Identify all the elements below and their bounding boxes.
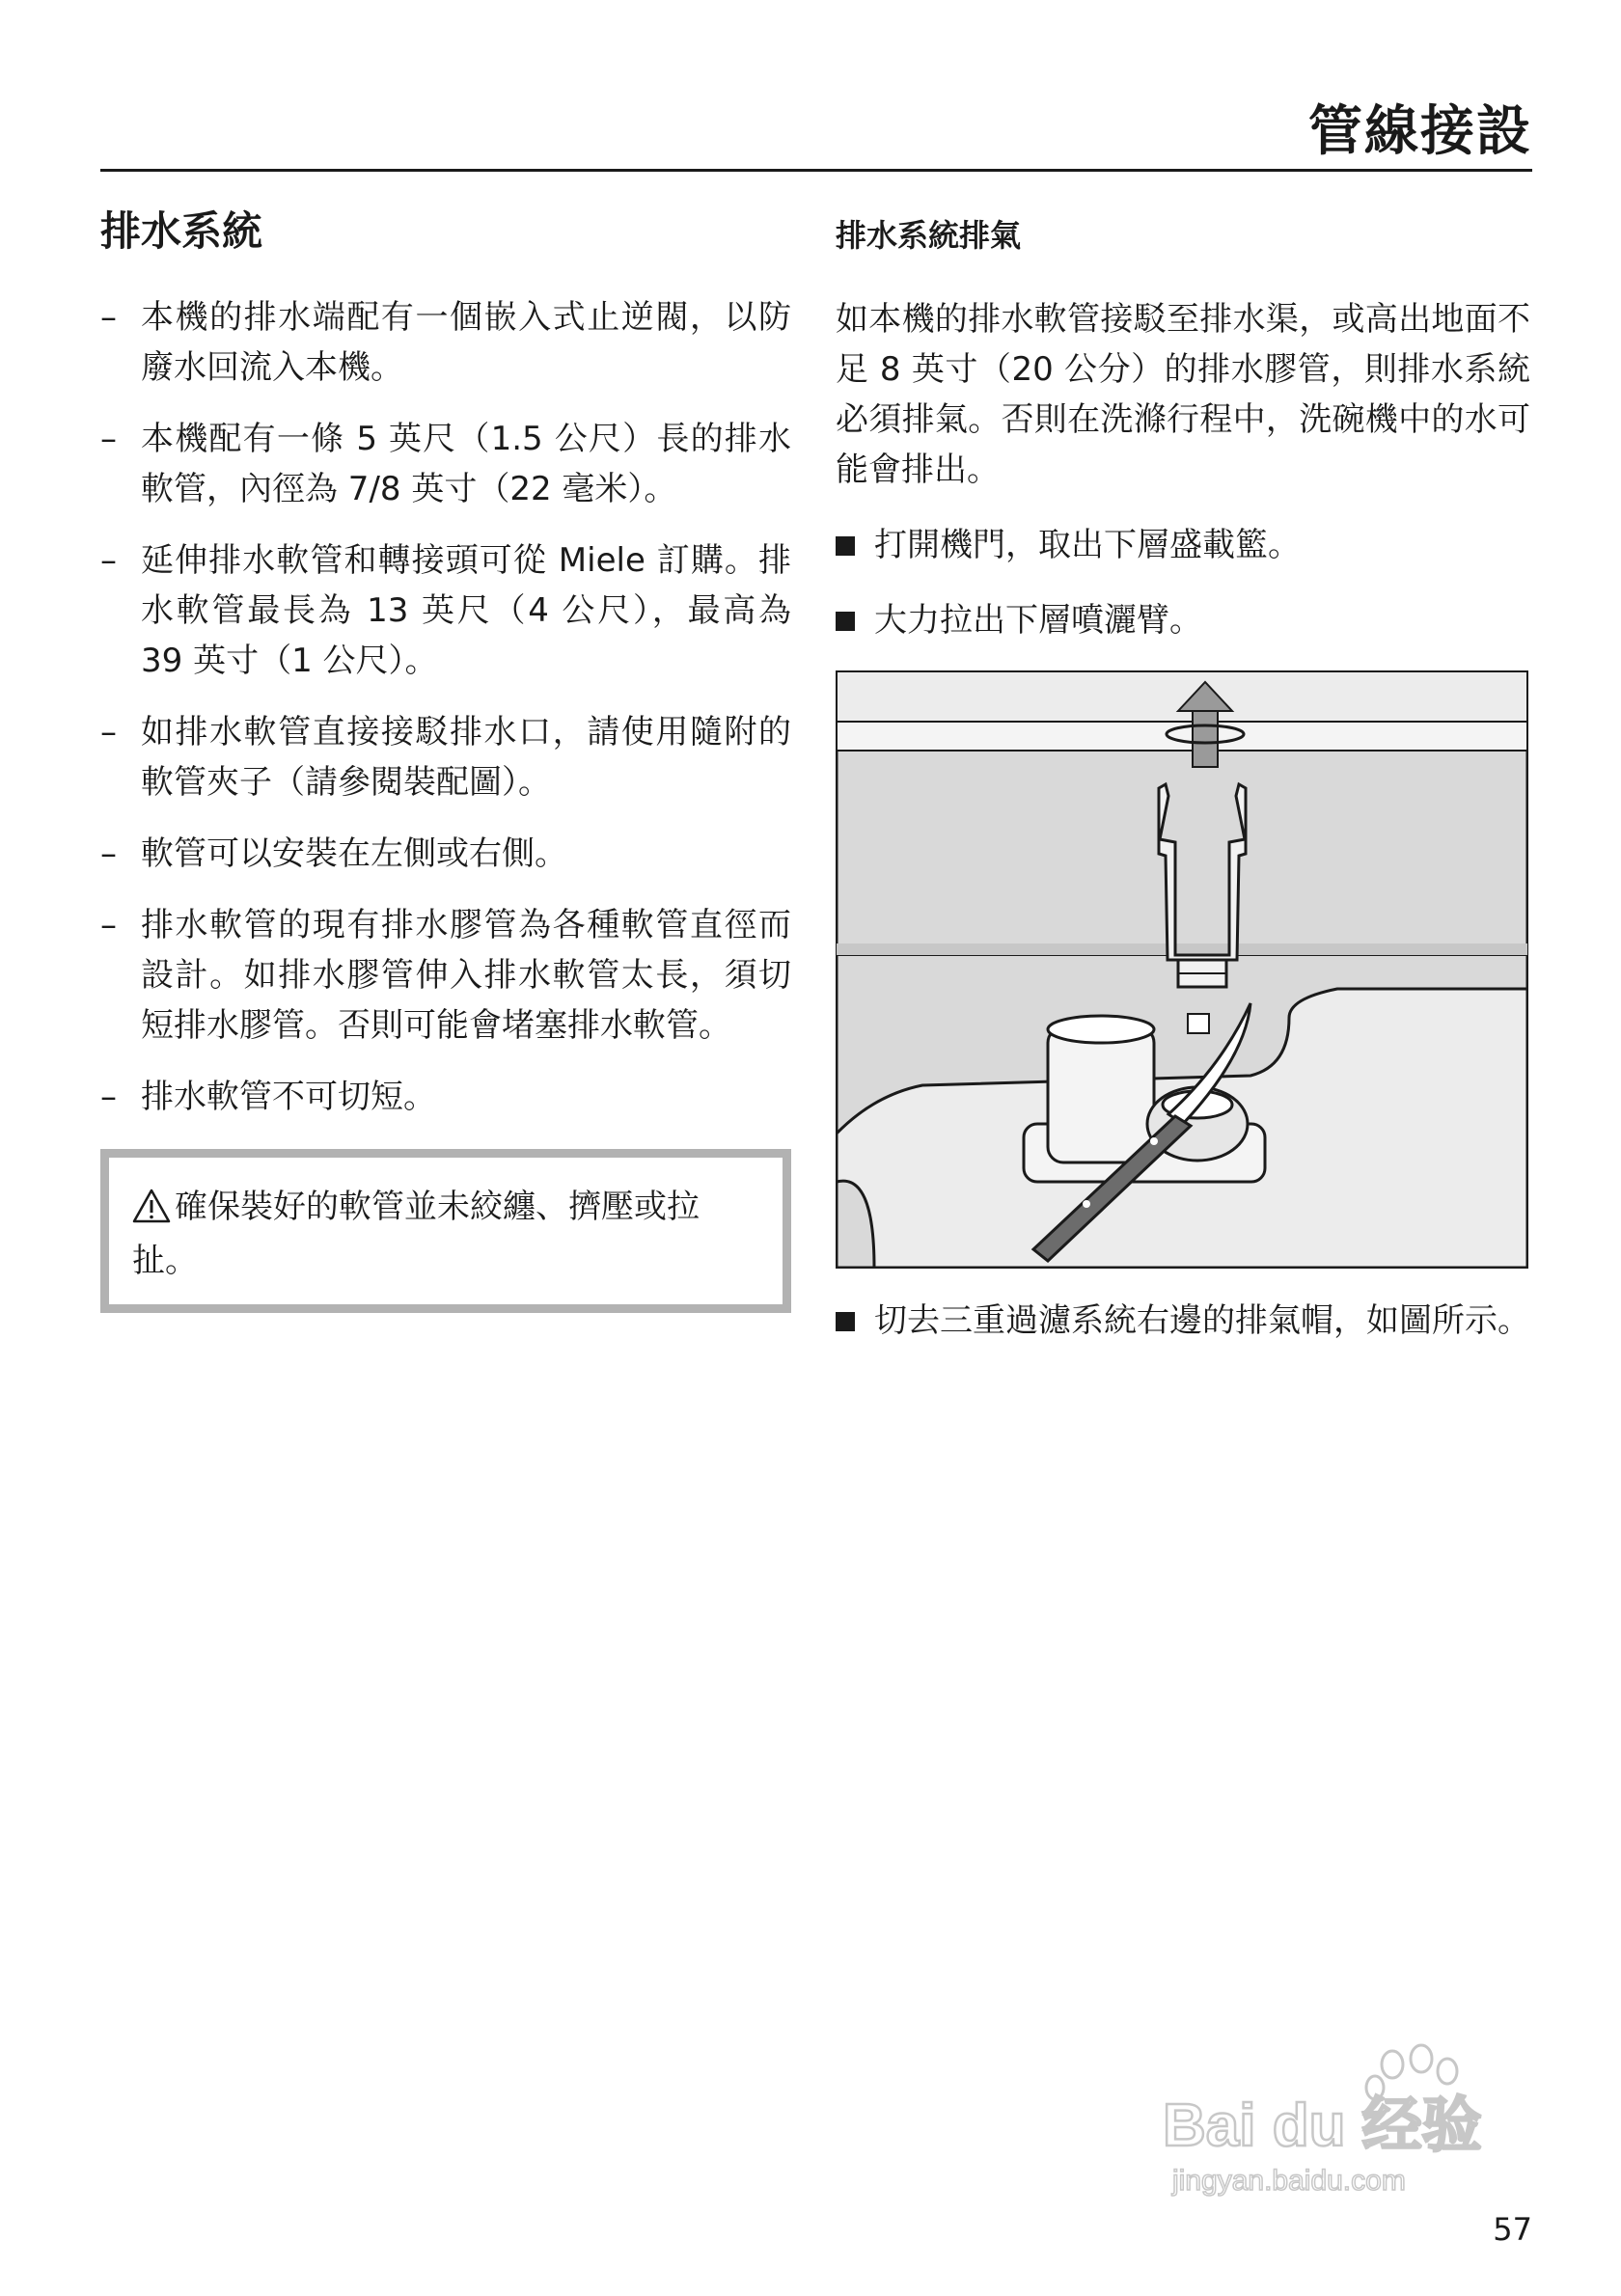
watermark-brand: Bai du 经验 <box>1163 2092 1482 2159</box>
page-number: 57 <box>1493 2211 1532 2248</box>
spray-arm-illustration <box>836 670 1528 1269</box>
header-divider <box>100 169 1532 172</box>
step-item: 切去三重過濾系統右邊的排氣帽，如圖所示。 <box>836 1296 1530 1346</box>
list-item: – 本機的排水端配有一個嵌入式止逆閥，以防廢水回流入本機。 <box>100 298 791 387</box>
list-item: – 如排水軟管直接接駁排水口，請使用隨附的軟管夾子（請參閱裝配圖）。 <box>100 713 791 802</box>
watermark-url: jingyan.baidu.com <box>1172 2165 1406 2197</box>
drainage-list <box>100 292 791 1122</box>
list-item: – 本機配有一條 5 英尺（1.5 公尺）長的排水軟管，內徑為 7/8 英寸（22 毫米）。 <box>100 420 791 508</box>
section-title-venting: 排水系統排氣 <box>836 217 1022 254</box>
square-bullet-icon <box>836 1312 855 1331</box>
page-title: 管線接設 <box>1308 100 1532 163</box>
section-title-drainage: 排水系統 <box>100 207 263 255</box>
step-item: 打開機門，取出下層盛載籃。 <box>836 520 1530 570</box>
square-bullet-icon <box>836 612 855 631</box>
warning-box <box>100 1149 791 1313</box>
right-column <box>836 207 1530 1371</box>
venting-paragraph: 如本機的排水軟管接駁至排水渠，或高出地面不足 8 英寸（20 公分）的排水膠管，則排水系統必須排氣。否則在洗滌行程中，洗碗機中的水可能會排出。 <box>836 300 1530 489</box>
left-column <box>100 207 791 1313</box>
list-item: – 軟管可以安裝在左側或右側。 <box>100 834 567 873</box>
warning-icon <box>132 1189 171 1237</box>
list-item: – 排水軟管不可切短。 <box>100 1078 436 1116</box>
step-item: 大力拉出下層噴灑臂。 <box>836 595 1530 645</box>
baidu-watermark <box>1143 2037 1529 2201</box>
list-item: – 排水軟管的現有排水膠管為各種軟管直徑而設計。如排水膠管伸入排水軟管太長，須切短排水膠管。否則可能會堵塞排水軟管。 <box>100 906 791 1045</box>
list-item: – 延伸排水軟管和轉接頭可從 Miele 訂購。排水軟管最長為 13 英尺（4 公尺），最高為 39 英寸（1 公尺）。 <box>100 541 791 680</box>
square-bullet-icon <box>836 536 855 556</box>
warning-text: 確保裝好的軟管並未絞纏、擠壓或拉扯。 <box>132 1188 700 1280</box>
